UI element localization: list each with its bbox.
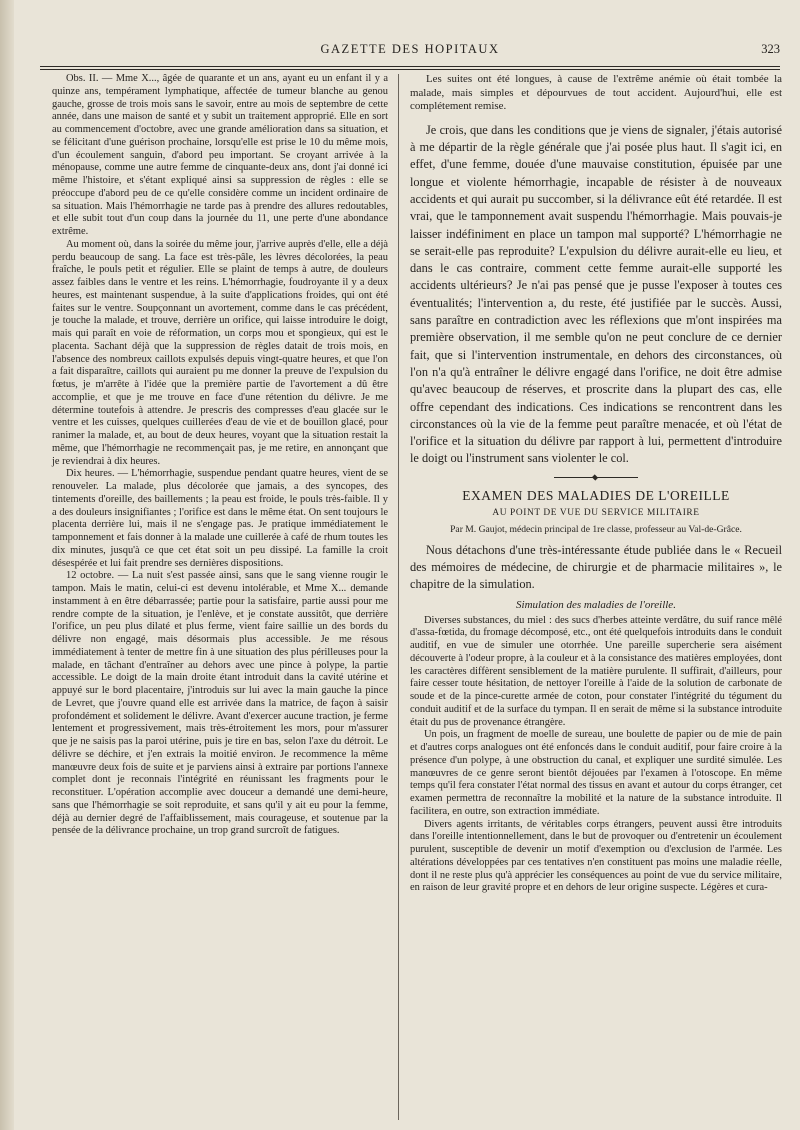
paragraph: Les suites ont été longues, à cause de l'extrême anémie où était tombée la malade, mais simples et dépourvues de tout accident. Aujourd'hui, elle est complétement remise. [410, 73, 782, 113]
column-separator [398, 74, 399, 1120]
paragraph: Au moment où, dans la soirée du même jour, j'arrive auprès d'elle, elle a déjà perdu beaucoup de sang. La face est très-pâle, les lèvres décolorées, la peau fraîche, le pouls petit et régulier. Elle se plaint de temps à autre, de douleurs assez faibles dans le ventre et les reins. L'hémorrhagie, foudroyante il y a deux heures, est maintenant suspendue, à la suite d'applications froides, qui ont été faites sur le ventre. Soupçonnant un avortement, comme dans le cas précédent, je touche la malade, et trouve, derrière un orifice, qui laisse introduire le doigt, mais qui paraît en voie de réformation, un corps mou et spongieux, qui est le placenta. Sachant déjà que la suppression de règles datait de trois mois, en l'absence des nombreux caillots expulsés depuis vingt-quatre heures, et que l'on a fait disparaître, caillots qui auraient pu me donner la preuve de l'expulsion du fœtus, je m'arrête à l'idée que la première partie de l'avortement a dû être accomplie, et que je me trouve en face d'une rétention du délivre. Je me détermine toutefois à attendre. Je prescris des compresses d'eau glacée sur le ventre et les cuisses, quelques cuillerées d'eau de vie et de bouillon glacé, pour ranimer la malade, et, au bout de deux heures, voyant que la situation restait la même, que l'hémorrhagie ne recommençait pas, je me retire, en annonçant que je reviendrai à dix heures. [52, 238, 388, 467]
page-edge-shadow [0, 0, 14, 1130]
article-subtitle: AU POINT DE VUE DU SERVICE MILITAIRE [492, 507, 700, 518]
paragraph: Un pois, un fragment de moelle de sureau, une boulette de papier ou de mie de pain et d'autres corps analogues ont été enfoncés dans le conduit auditif, pour faire croire à la présence d'un polype, à une obstruction du canal, et expliquer une surdité simulée. Les manœuvres de ce genre seront bientôt déjouées par l'examen à l'otoscope. En même temps qu'il fera constater l'état normal des tissus en avant et autour du corps étranger, cet examen permettra de reconnaître la mobilité et la nature de la substance introduite. Il facilitera, en outre, son extraction immédiate. [410, 729, 782, 817]
paragraph: Obs. II. — Mme X..., âgée de quarante et un ans, ayant eu un enfant il y a quinze ans, tempérament lymphatique, affectée de tumeur blanche au genou gauche, grosse de trois mois sans le savoir, entre au mois de septembre de cette année, dans une maison de santé et y subit un traitement approprié. Elle en sort au commencement d'octobre, avec une grande amélioration dans sa situation, et se félicitant d'une guérison prochaine, lorsqu'elle est prise le 10 du même mois, d'un écoulement sanguin, d'abord peu important. Se croyant arrivée à la ménopause, comme une autre femme de cinquante-deux ans, dont j'ai donné ici même l'histoire, et s'étant expliqué ainsi sa suppression de règles : elle se préoccupe d'abord peu de ce qu'elle considère comme un incident ordinaire de sa situation. Mais l'hémorrhagie ne tarde pas à prendre des allures redoutables, et elle subit tout d'un coup dans la journée du 11, une perte d'une abondance extrême. [52, 73, 388, 237]
article-body [410, 615, 782, 896]
paragraph: Diverses substances, du miel : des sucs d'herbes atteinte verdâtre, du suif rance mêlé d'assa-fœtida, du fromage décomposé, etc., ont été quelquefois introduits dans le conduit auditif, en vue de simuler une otorrhée. Une pareille supercherie sera aisément découverte à l'odeur propre, à la couleur et à la consistance des matières employées, dont les caractères diffèrent sensiblement de la matière purulente. Il suffirait, d'ailleurs, pour faire cesser toute hésitation, de nettoyer l'oreille à l'aide de la solution de carbonate de soude et de la pince-curette armée de coton, pour constater l'intégrité du tégument du conduit auditif et de la surface du tympan. Il en serait de même si la substance introduite était du pus de provenance étrangère. [410, 614, 782, 728]
paragraph: Dix heures. — L'hémorrhagie, suspendue pendant quatre heures, vient de se renouveler. La malade, plus décolorée que jamais, a des syncopes, des tintements d'oreille, des baillements ; la peau est froide, le pouls très-faible. Il y a des douleurs insignifiantes ; l'orifice est dans le même état. On sent toujours le placenta derrière lui, mais il ne s'engage pas. Je pratique immédiatement le tamponnement et fais donner à la malade une cuillerée à café de rhum toutes les dix minutes, jusqu'à ce que cet état soit un peu dissipé. La famille la croit désespérée et lui fait prendre ses dernières dispositions. [52, 468, 388, 569]
right-column [410, 73, 782, 895]
journal-title: GAZETTE DES HOPITAUX [320, 42, 500, 56]
paragraph: Je crois, que dans les conditions que je viens de signaler, j'étais autorisé à me départir de la règle générale que j'ai posée plus haut. Il s'agit ici, en effet, d'une femme, douée d'une mauvaise constitution, épuisée par une longue et violente hémorrhagie, incapable de résister à de nouveaux accidents et qui aurait pu succomber, si la délivrance eût été retardée. Il est vrai, que le tamponnement avait suspendu l'hémorrhagie. Mais pouvais-je laisser indéfiniment en place un tampon mal supporté? L'hémorrhagie ne se serait-elle pas reproduite? L'expulsion du délivre aurait-elle eu lieu, et dans le cas contraire, comment cette femme aurait-elle supporté les accidents ultérieurs? Je n'ai pas pensé que je pusse l'exposer à toutes ces éventualités; l'intervention a, du reste, été justifiée par le succès. Aussi, sans paraître en contradiction avec les réflexions que m'ont inspirées ma première observation, il me semble qu'on ne peut conclure de ce dernier fait, que si l'intervention instrumentale, en dehors des circonstances, où l'on n'a qu'à entraîner le délivre engagé dans l'orifice, ne doit être admise qu'avec beaucoup de réserves, et proscrite dans la plupart des cas, elle offre cependant des indications. Ces indications se rencontrent dans les circonstances où la vie de la femme peut paraître menacée, et où l'état de l'orifice et la situation du délivre par rapport à lui, permettent d'introduire le doigt ou l'instrument sans violenter le col. [410, 122, 782, 466]
left-column [52, 73, 388, 838]
header-rule [40, 66, 780, 67]
paragraph: Divers agents irritants, de véritables corps étrangers, peuvent aussi être introduits dans l'oreille intentionnellement, dans le but de provoquer ou d'entretenir un écoulement purulent, susceptible de devenir un motif d'exemption ou d'exclusion de l'armée. Les altérations développées par ces tentatives n'en constituent pas moins une maladie réelle, dont il ne reste plus qu'à apprécier les conséquences au point de vue du service militaire, en raison de leur gravité propre et en dehors de leur origine suspecte. Légères et cura- [410, 818, 782, 894]
article-lead: Nous détachons d'une très-intéressante étude publiée dans le « Recueil des mémoires de médecine, de chirurgie et de pharmacie militaires », le chapitre de la simulation. [410, 542, 782, 592]
article [410, 488, 782, 895]
case-conclusion [410, 73, 782, 468]
running-header [40, 42, 780, 62]
article-title: EXAMEN DES MALADIES DE L'OREILLE [462, 487, 730, 503]
paragraph: 12 octobre. — La nuit s'est passée ainsi, sans que le sang vienne rougir le tampon. Mais le matin, celui-ci est devenu intolérable, et Mme X... demande instamment à en être débarrassée; partie pour la satisfaire, partie aussi pour me rendre compte de la situation, je l'enlève, et je constate aussitôt, que derrière l'orifice, un peu plus dilaté et plus ferme, vient faire saillie un des bords du délivre non engagé, mais désormais plus accessible. Je me résous immédiatement à tenter de mettre fin à une situation des plus périlleuses pour la malade, en tâchant d'entraîner au dehors avec une pince à polype, la partie accessible. Le doigt de la main droite étant introduit dans la cavité utérine et appuyé sur le bord placentaire, j'introduis sur lui avec la main gauche la pince de Levret, que j'ouvre quand elle est arrivée dans la matrice, de façon à saisir profondément et solidement le délivre. Avant d'exercer aucune traction, je ferme lentement et progressivement, mais très-étroitement les mors, pour m'assurer que je ne saisis pas la paroi utérine, puis je tire en bas, selon l'axe du détroit. Le délivre se déchire, et j'en extrais la moitié environ. Je recommence la même manœuvre deux fois de suite et je parviens ainsi à extraire par portions l'annexe complet dont je reconnais l'intégrité en réunissant les fragments pour le reconstituer. L'opération accomplie avec douceur a demandé une demi-heure, sans que l'hémorrhagie se soit reproduite, et sans qu'il y ait eu pour la femme, déjà au dernier degré de l'affaiblissement, mais courageuse, et soutenue par la pensée de la délivrance prochaine, un trop grand surcroît de fatigues. [52, 570, 388, 837]
page-number: 323 [761, 42, 780, 56]
article-author: Par M. Gaujot, médecin principal de 1re classe, professeur au Val-de-Grâce. [450, 523, 742, 535]
section-title: Simulation des maladies de l'oreille. [516, 598, 676, 611]
section-divider [554, 477, 638, 478]
header-rule-double [40, 69, 780, 70]
